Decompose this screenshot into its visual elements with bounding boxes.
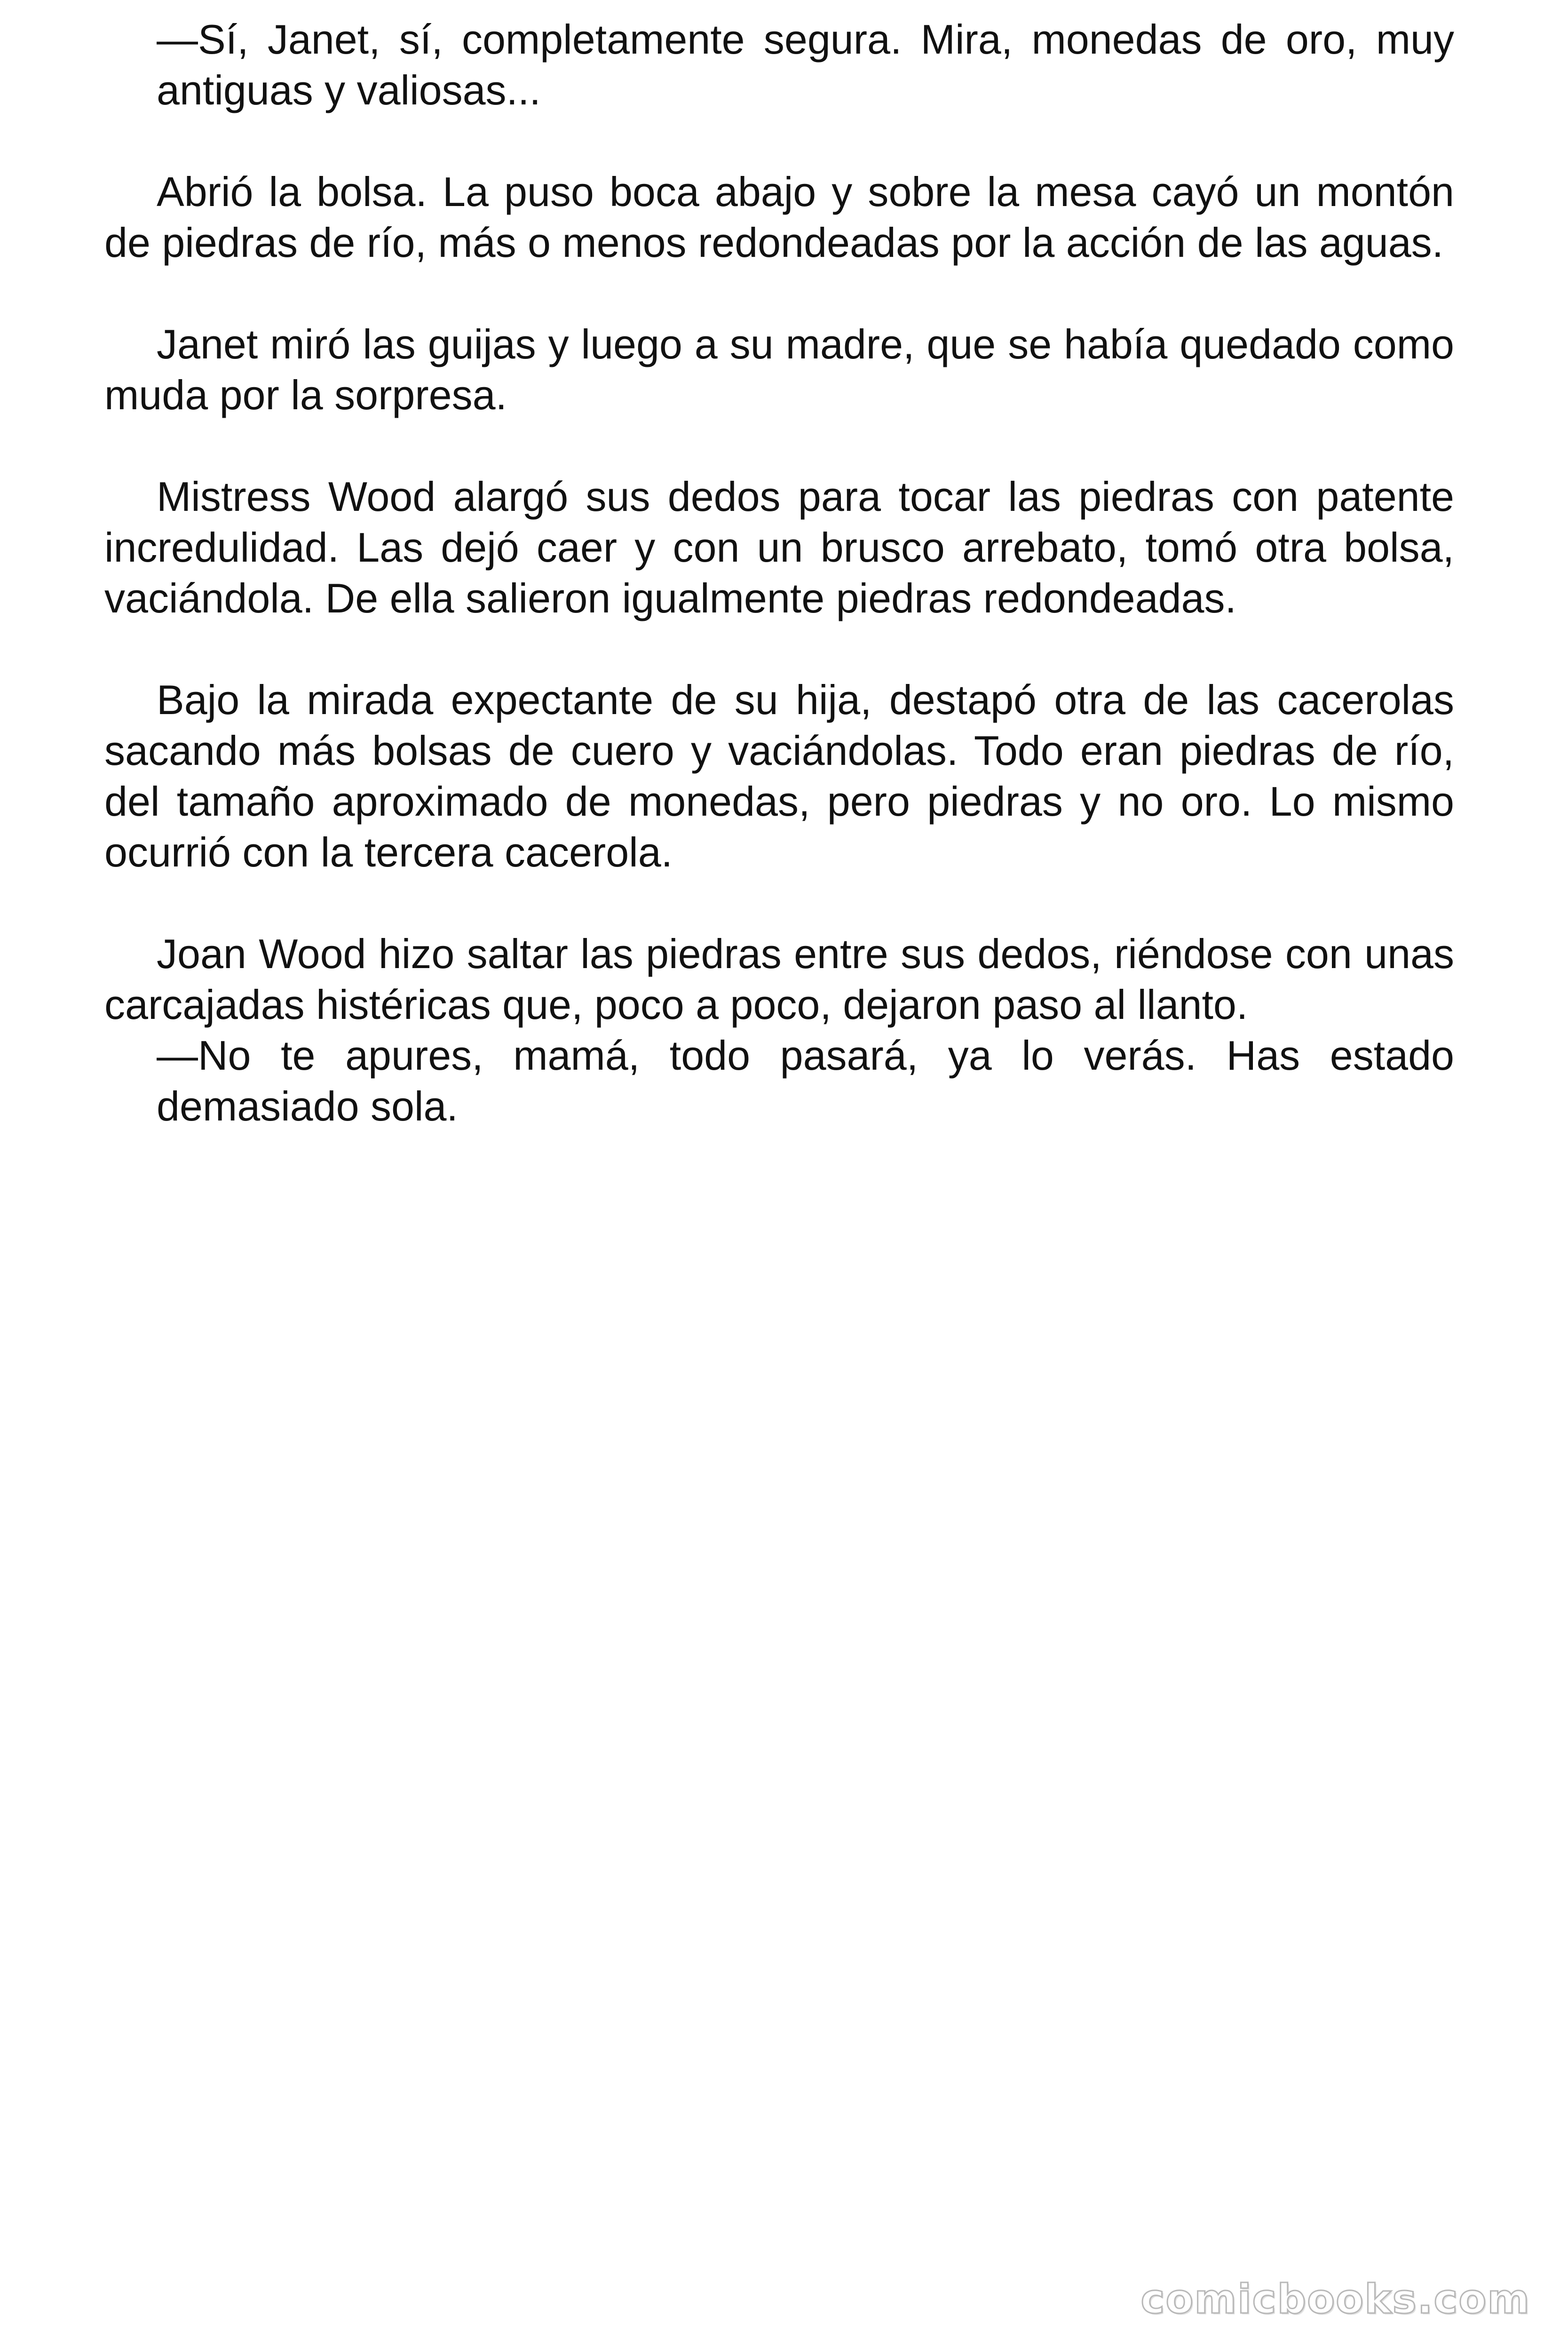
paragraph: Joan Wood hizo saltar las piedras entre sus dedos, riéndose con unas carcajadas histéricas que, poco a poco, dejaron paso al llanto. [104,930,1454,1028]
dialogue-line: —Sí, Janet, sí, completamente segura. Mira, monedas de oro, muy antiguas y valiosas... [157,16,1454,113]
paragraph: Abrió la bolsa. La puso boca abajo y sobre la mesa cayó un montón de piedras de río, más o menos redondeadas por la acción de las aguas. [104,168,1454,266]
watermark-text: comicbooks.com [1140,2276,1530,2323]
paragraph: Mistress Wood alargó sus dedos para tocar las piedras con patente incredulidad. Las dejó caer y con un brusco arrebato, tomó otra bolsa, vaciándola. De ella salieron igualmente piedras redondeadas. [104,473,1454,621]
paragraph: Bajo la mirada expectante de su hija, destapó otra de las cacerolas sacando más bolsas de cuero y vaciándolas. Todo eran piedras de río, del tamaño aproximado de monedas, pero piedras y no oro. Lo mismo ocurrió con la tercera cacerola. [104,676,1454,875]
paragraph: Janet miró las guijas y luego a su madre, que se había quedado como muda por la sorpresa. [104,321,1454,418]
dialogue-line: —No te apures, mamá, todo pasará, ya lo verás. Has estado demasiado sola. [157,1032,1454,1129]
text-column [104,14,1454,1132]
